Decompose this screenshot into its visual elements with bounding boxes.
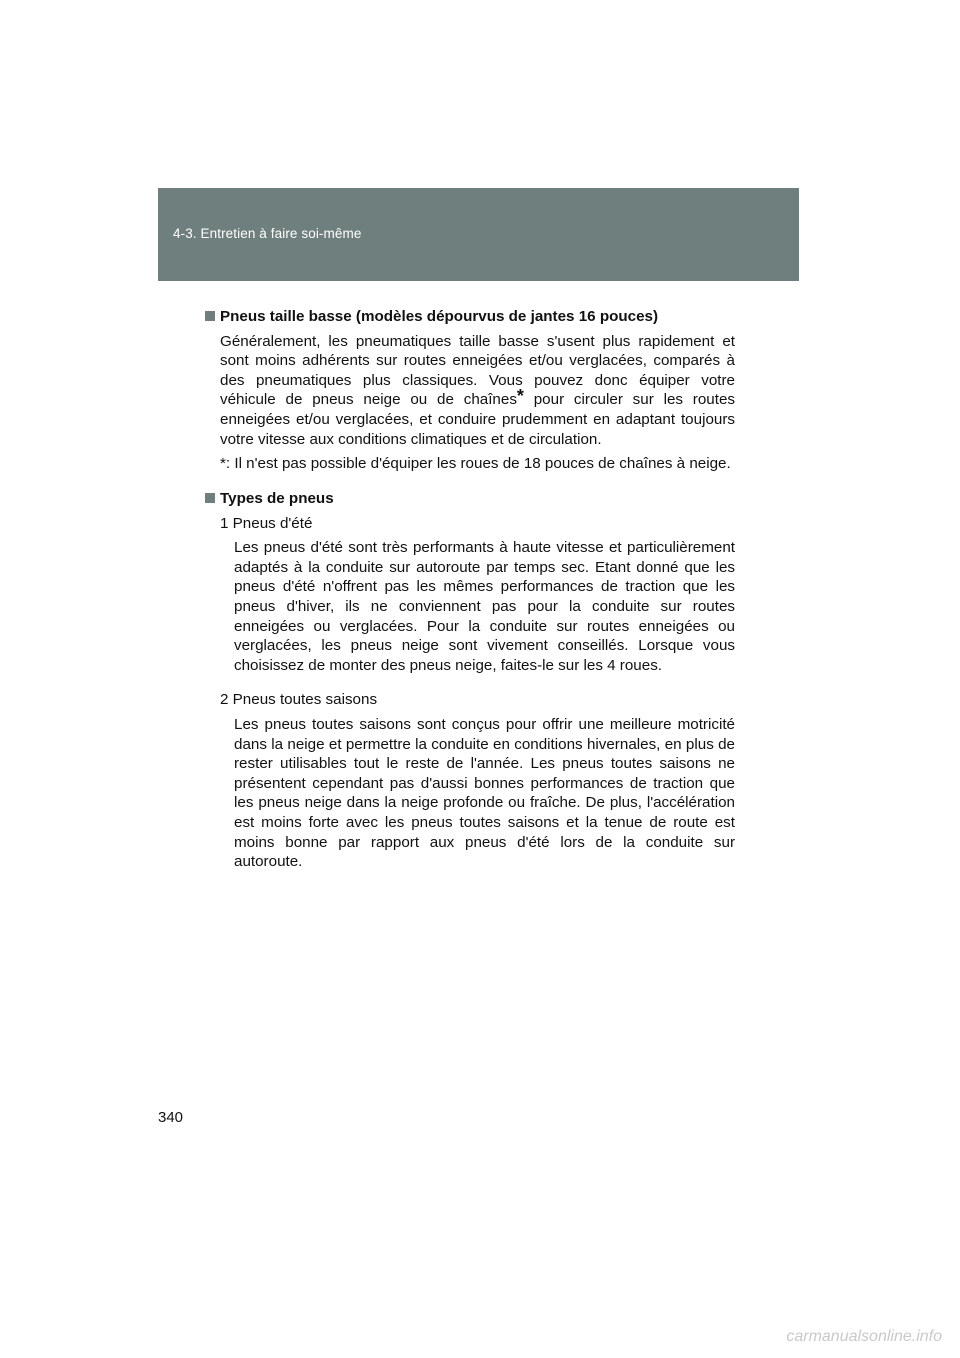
list-item-title: 1 Pneus d'été: [220, 514, 313, 532]
watermark: carmanualsonline.info: [786, 1328, 942, 1345]
paragraph-text: pour circuler sur les routes enneigées et/ou verglacées, et conduire prudemment en adaptant toujours votre vitesse aux conditions climatiques et de circulation.: [220, 391, 735, 448]
paragraph-text: Généralement, les pneumatiques taille basse s'usent plus rapidement et sont moins adhérents sur routes enneigées et/ou verglacées, comparés à des pneumatiques plus classiques. Vous pouvez donc équiper votre véhicule de pneus neige ou de chaînes: [220, 332, 735, 409]
section-title: 4-3. Entretien à faire soi-même: [173, 226, 362, 241]
page-number: 340: [158, 1109, 184, 1126]
heading-text: Pneus taille basse (modèles dépourvus de jantes 16 pouces): [220, 308, 659, 325]
square-bullet-icon: [205, 311, 215, 321]
footnote: *: Il n'est pas possible d'équiper les roues de 18 pouces de chaînes à neige.: [220, 455, 731, 473]
list-item-body: Les pneus d'été sont très performants à haute vitesse et particulièrement adaptés à la conduite sur autoroute par temps sec. Etant donné que les pneus d'été n'offrent pas les mêmes performances de traction que les pneus d'hiver, ils ne conviennent pas pour la conduite sur routes enneigées ou verglacées. Pour la conduite sur routes enneigées ou verglacées, les pneus neige sont vivement conseillés. Lorsque vous choisissez de monter des pneus neige, faites-le sur les 4 roues.: [234, 539, 735, 674]
footnote-marker: *: [516, 386, 524, 407]
page-content: [205, 307, 735, 887]
list-item-title: 2 Pneus toutes saisons: [220, 691, 378, 709]
list-item-body: Les pneus toutes saisons sont conçus pour offrir une meilleure motricité dans la neige et permettre la conduite en conditions hivernales, en plus de rester utilisables tout le reste de l'année. Les pneus toutes saisons ne présentent cependant pas d'aussi bonnes performances de traction que les pneus neige dans la neige profonde ou fraîche. De plus, l'accélération est moins forte avec les pneus toutes saisons et la tenue de route est moins bonne par rapport aux pneus d'été lors de la conduite sur autoroute.: [234, 716, 735, 871]
square-bullet-icon: [205, 493, 215, 503]
heading-tire-types: [205, 489, 735, 509]
low-profile-paragraph: [220, 332, 735, 450]
heading-text: Types de pneus: [220, 489, 334, 507]
heading-low-profile-tires: [205, 307, 735, 327]
